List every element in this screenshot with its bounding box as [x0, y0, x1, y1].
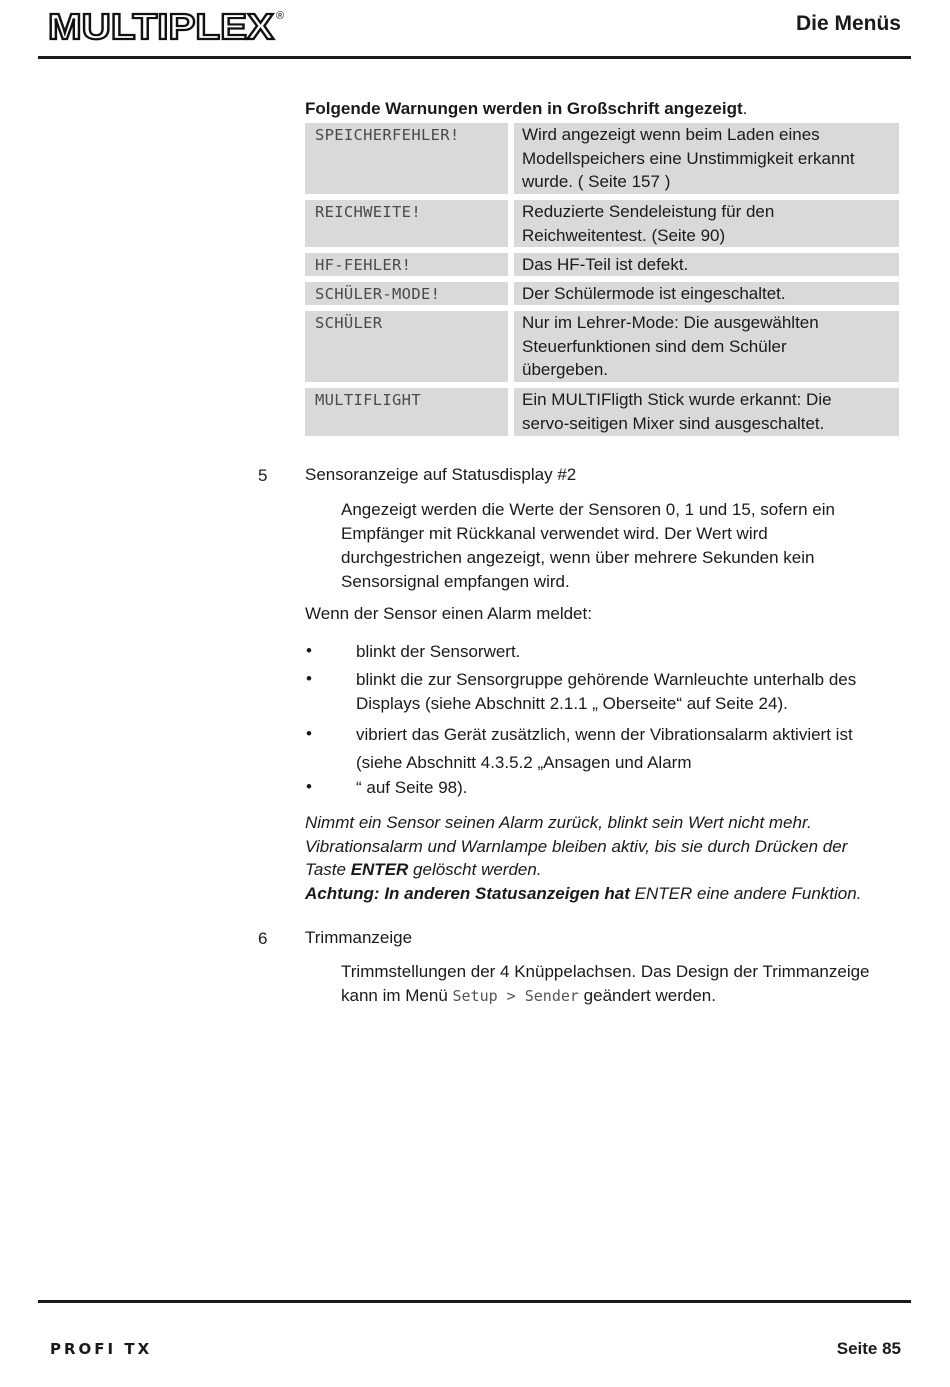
warning-desc-line: Nur im Lehrer-Mode: Die ausgewählten [522, 313, 819, 332]
warning-row-multiflight [305, 388, 899, 436]
note-line: Nimmt ein Sensor seinen Alarm zurück, blinkt sein Wert nicht mehr. [305, 813, 812, 832]
note-text: gelöscht werden. [408, 860, 542, 879]
warning-desc-line: Das HF-Teil ist defekt. [522, 255, 689, 274]
warning-desc-line: Steuerfunktionen sind dem Schüler [522, 336, 787, 356]
sensor-description [341, 498, 835, 594]
paragraph-text: geändert werden. [578, 986, 716, 1005]
section-number: 6 [258, 929, 268, 948]
bullet-icon: • [306, 669, 312, 688]
paragraph-line: Sensorsignal empfangen wird. [341, 572, 570, 591]
warning-code: MULTIFLIGHT [305, 388, 508, 436]
bullet-item: vibriert das Gerät zusätzlich, wenn der Vibrationsalarm aktiviert ist [356, 725, 853, 744]
warning-desc-line: Der Schülermode ist eingeschaltet. [522, 284, 786, 303]
bullet-icon: • [306, 641, 312, 660]
warning-code: SCHÜLER-MODE! [305, 282, 508, 305]
warning-desc-line: Reichweitentest. (Seite 90) [522, 225, 726, 245]
bullet-item-continued: (siehe Abschnitt 4.3.5.2 „Ansagen und Alarm [356, 753, 692, 772]
menu-path: Setup > Sender [452, 987, 579, 1005]
warning-code: SPEICHERFEHLER! [305, 123, 508, 194]
page-title: Die Menüs [795, 12, 901, 35]
warning-description [514, 253, 899, 276]
header-divider [38, 56, 911, 59]
warning-row-speicherfehler [305, 123, 899, 194]
section-heading: Trimmanzeige [305, 928, 413, 947]
warning-row-schueler [305, 311, 899, 382]
multiplex-logo [48, 8, 288, 44]
footer-product-name: PROFI TX [50, 1340, 153, 1358]
warning-desc-line: Modellspeichers eine Unstimmigkeit erkannt [522, 148, 855, 168]
bullet-item: “ auf Seite 98). [356, 778, 468, 797]
warning-description [514, 282, 899, 305]
paragraph-line: durchgestrichen angezeigt, wenn über mehrere Sekunden kein [341, 548, 815, 567]
warning-row-hf-fehler [305, 253, 899, 276]
note-line [305, 882, 905, 906]
paragraph-line: Empfänger mit Rückkanal verwendet wird. Der Wert wird [341, 524, 768, 543]
logo-registered-mark: ® [276, 10, 285, 22]
bullet-item: blinkt der Sensorwert. [356, 642, 521, 661]
warnings-intro-text: Folgende Warnungen werden in Großschrift angezeigt [305, 99, 743, 118]
note-text: ENTER eine andere Funktion. [629, 883, 862, 903]
warning-desc-line: wurde. ( Seite 157 ) [522, 172, 671, 191]
paragraph-line [341, 984, 870, 1008]
warning-description [514, 123, 899, 194]
warning-description [514, 200, 899, 247]
warning-emphasis: Achtung: In anderen Statusanzeigen hat [305, 883, 630, 903]
alarm-intro: Wenn der Sensor einen Alarm meldet: [305, 604, 592, 623]
logo-text: MULTIPLEX [48, 8, 274, 44]
note-line: Vibrationsalarm und Warnlampe bleiben aktiv, bis sie durch Drücken der [305, 836, 848, 856]
trim-description [341, 960, 870, 1008]
warning-desc-line: Ein MULTIFligth Stick wurde erkannt: Die [522, 390, 832, 409]
warning-row-reichweite [305, 200, 899, 247]
section-heading: Sensoranzeige auf Statusdisplay #2 [305, 465, 577, 484]
page-number: Seite 85 [836, 1339, 901, 1358]
bullet-line: blinkt die zur Sensorgruppe gehörende Warnleuchte unterhalb des [356, 670, 857, 689]
section-number: 5 [258, 466, 268, 485]
warning-code: SCHÜLER [305, 311, 508, 382]
warning-description [514, 311, 899, 382]
paragraph-line: Trimmstellungen der 4 Knüppelachsen. Das Design der Trimmanzeige [341, 962, 870, 981]
enter-key-label: ENTER [350, 860, 409, 879]
multiplex-logo-icon [48, 8, 288, 44]
paragraph-text: kann im Menü [341, 986, 453, 1005]
warning-description [514, 388, 899, 436]
warnings-intro-end: . [742, 99, 748, 118]
bullet-item [356, 668, 856, 716]
warning-desc-line: servo-seitigen Mixer sind ausgeschaltet. [522, 413, 825, 433]
warning-row-schueler-mode [305, 282, 899, 305]
warning-code: REICHWEITE! [305, 200, 508, 247]
warning-desc-line: Wird angezeigt wenn beim Laden eines [522, 125, 820, 144]
warning-desc-line: übergeben. [522, 360, 609, 379]
bullet-icon: • [306, 777, 312, 796]
warnings-table [305, 123, 899, 442]
warnings-intro [305, 99, 747, 119]
note-line [305, 858, 905, 882]
note-text: Taste [305, 860, 351, 879]
bullet-line: Displays (siehe Abschnitt 2.1.1 „ Oberseite“ auf Seite 24). [356, 694, 788, 713]
footer-divider [38, 1300, 911, 1303]
bullet-icon: • [306, 724, 312, 743]
warning-desc-line: Reduzierte Sendeleistung für den [522, 202, 775, 221]
paragraph-line: Angezeigt werden die Werte der Sensoren 0, 1 und 15, sofern ein [341, 500, 835, 519]
alarm-note [305, 811, 905, 905]
warning-code: HF-FEHLER! [305, 253, 508, 276]
